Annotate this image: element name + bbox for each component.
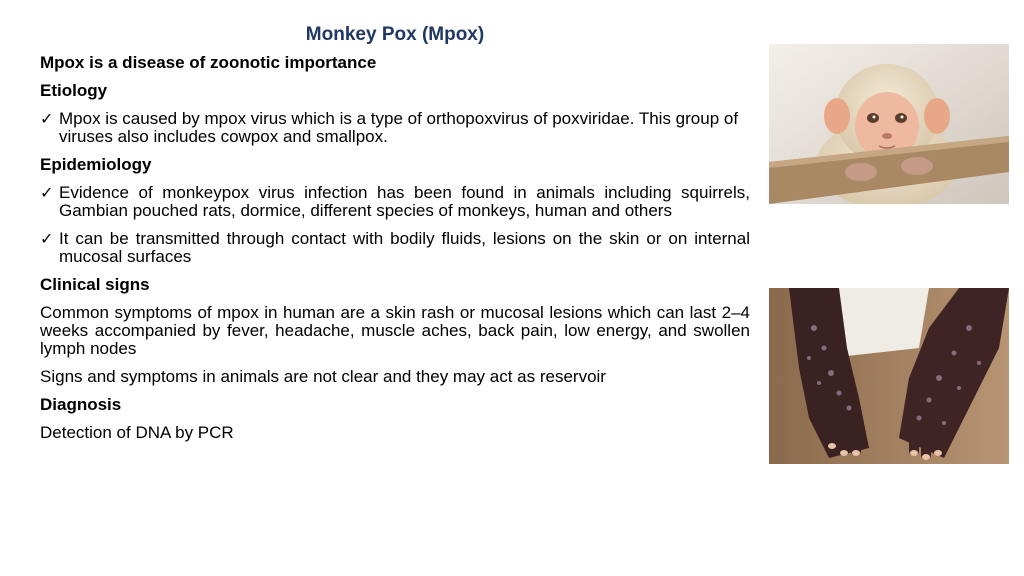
clinical-text-animals: Signs and symptoms in animals are not clear and they may act as reservoir xyxy=(40,367,606,386)
intro-line: Mpox is a disease of zoonotic importance xyxy=(40,53,377,72)
epidemiology-bullet-text: Evidence of monkeypox virus infection has been found in animals including squirrels, Gambian pouched rats, dormice, different species of monkeys, human and others xyxy=(59,183,750,220)
checkmark-icon: ✓ xyxy=(40,229,54,248)
epidemiology-bullet-1 xyxy=(40,184,750,220)
diagnosis-text: Detection of DNA by PCR xyxy=(40,423,234,442)
etiology-bullet-text: Mpox is caused by mpox virus which is a type of orthopoxvirus of poxviridae. This group of viruses also includes cowpox and smallpox. xyxy=(59,109,739,146)
etiology-bullet xyxy=(40,110,750,146)
etiology-heading: Etiology xyxy=(40,81,108,100)
clinical-text-human: Common symptoms of mpox in human are a skin rash or mucosal lesions which can last 2–4 weeks accompanied by fever, headache, muscle aches, back pain, low energy, and swollen lymph nodes xyxy=(40,303,750,358)
checkmark-icon: ✓ xyxy=(40,183,54,202)
checkmark-icon: ✓ xyxy=(40,109,54,128)
epidemiology-bullet-2 xyxy=(40,230,750,266)
epidemiology-bullet-text: It can be transmitted through contact with bodily fluids, lesions on the skin or on internal mucosal surfaces xyxy=(59,229,750,266)
epidemiology-heading: Epidemiology xyxy=(40,155,152,174)
hands-lesions-photo xyxy=(769,288,1009,464)
clinical-heading: Clinical signs xyxy=(40,275,150,294)
diagnosis-heading: Diagnosis xyxy=(40,395,122,414)
slide-content xyxy=(40,54,750,452)
slide-title: Monkey Pox (Mpox) xyxy=(305,24,485,45)
monkey-photo xyxy=(769,44,1009,204)
